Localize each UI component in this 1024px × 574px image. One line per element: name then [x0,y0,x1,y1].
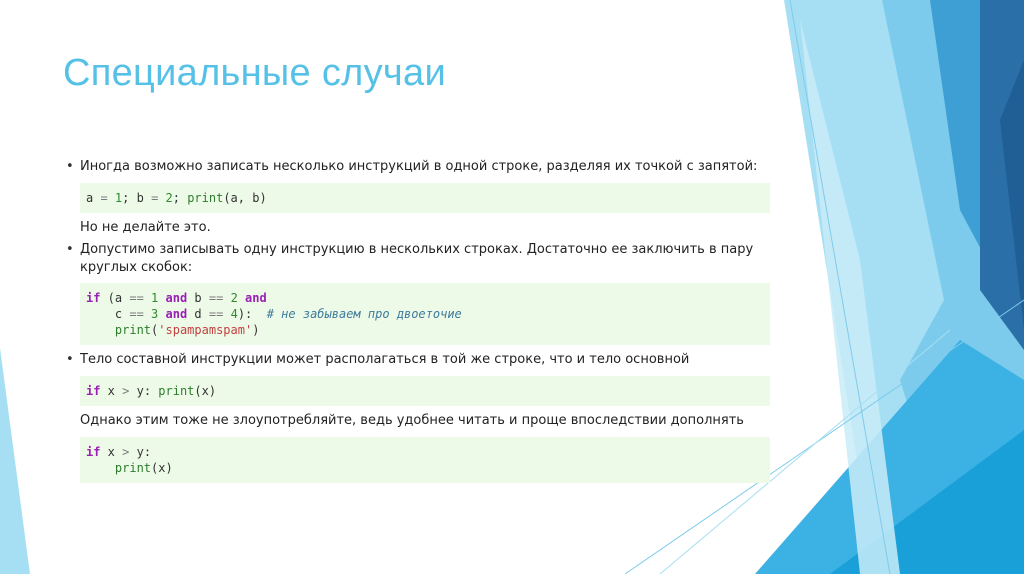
code-line [86,444,764,460]
code-token: (a [100,291,130,305]
code-line [86,322,764,338]
note-dont-do-this: Но не делайте это. [80,220,211,235]
code-token: (x) [194,384,217,398]
code-token [158,291,165,305]
code-token [238,291,245,305]
code-token: == [208,307,224,321]
code-token: 2 [230,291,238,305]
code-token [144,307,151,321]
code-token: ) [252,323,260,337]
code-block-semicolon [80,183,770,213]
bullet-parentheses: • Допустимо записывать одну инструкцию в нескольких строках. Достаточно ее заключить в пару круглых скобок: [66,241,770,277]
code-token: c [86,307,130,321]
code-token: if [86,384,101,398]
code-comment: # не забываем про двоеточие [266,307,462,321]
code-line [86,290,764,306]
bullet-same-line-body: • Тело составной инструкции может располагаться в той же строке, что и тело основной [66,351,770,369]
code-block-multiline-if [80,437,770,483]
code-token: print [114,323,152,337]
code-token [223,291,230,305]
code-line [86,460,764,476]
code-token: if [86,445,101,459]
code-token: print [158,384,195,398]
code-token: (a, b) [223,191,267,205]
code-line [86,190,764,206]
code-token: 3 [151,307,159,321]
code-token: == [129,291,144,305]
code-token: print [114,461,152,475]
code-token: ): [237,307,267,321]
code-token: 1 [114,191,123,205]
code-token: > [122,445,130,459]
code-token [86,461,115,475]
code-token [158,307,165,321]
code-token [86,323,115,337]
code-token [223,307,230,321]
bullet-semicolon: • Иногда возможно записать несколько инструкций в одной строке, разделяя их точкой с запятой: [66,158,770,176]
code-token: ; b [122,191,152,205]
code-token: a [86,191,94,205]
code-token: d [187,307,209,321]
code-token [144,291,151,305]
code-token: == [208,291,224,305]
code-token: 4 [230,307,238,321]
code-block-inline-if [80,376,770,406]
code-token: and [165,307,188,321]
code-token: = [151,191,166,205]
code-token: > [122,384,130,398]
code-token: ( [151,323,159,337]
code-token: 2 [165,191,173,205]
code-line [86,306,764,322]
code-token: x [100,384,123,398]
code-token: 1 [151,291,159,305]
code-token: and [245,291,267,305]
code-token: and [165,291,188,305]
code-token: y: [129,445,152,459]
code-token: b [187,291,209,305]
code-token: print [187,191,224,205]
code-token: == [129,307,144,321]
code-token: ; [172,191,188,205]
left-edge-shape [0,348,30,574]
code-token: x [100,445,123,459]
code-line [86,383,764,399]
code-string: 'spampamspam' [158,323,253,337]
code-token: if [86,291,101,305]
slide-title: Специальные случаи [63,52,446,94]
slide-content [66,158,770,483]
note-dont-overuse: Однако этим тоже не злоупотребляйте, ведь удобнее читать и проще впоследствии дополнять [80,413,744,428]
code-token: (x) [151,461,173,475]
code-token: = [93,191,115,205]
code-block-parentheses [80,283,770,345]
code-token: y: [129,384,159,398]
